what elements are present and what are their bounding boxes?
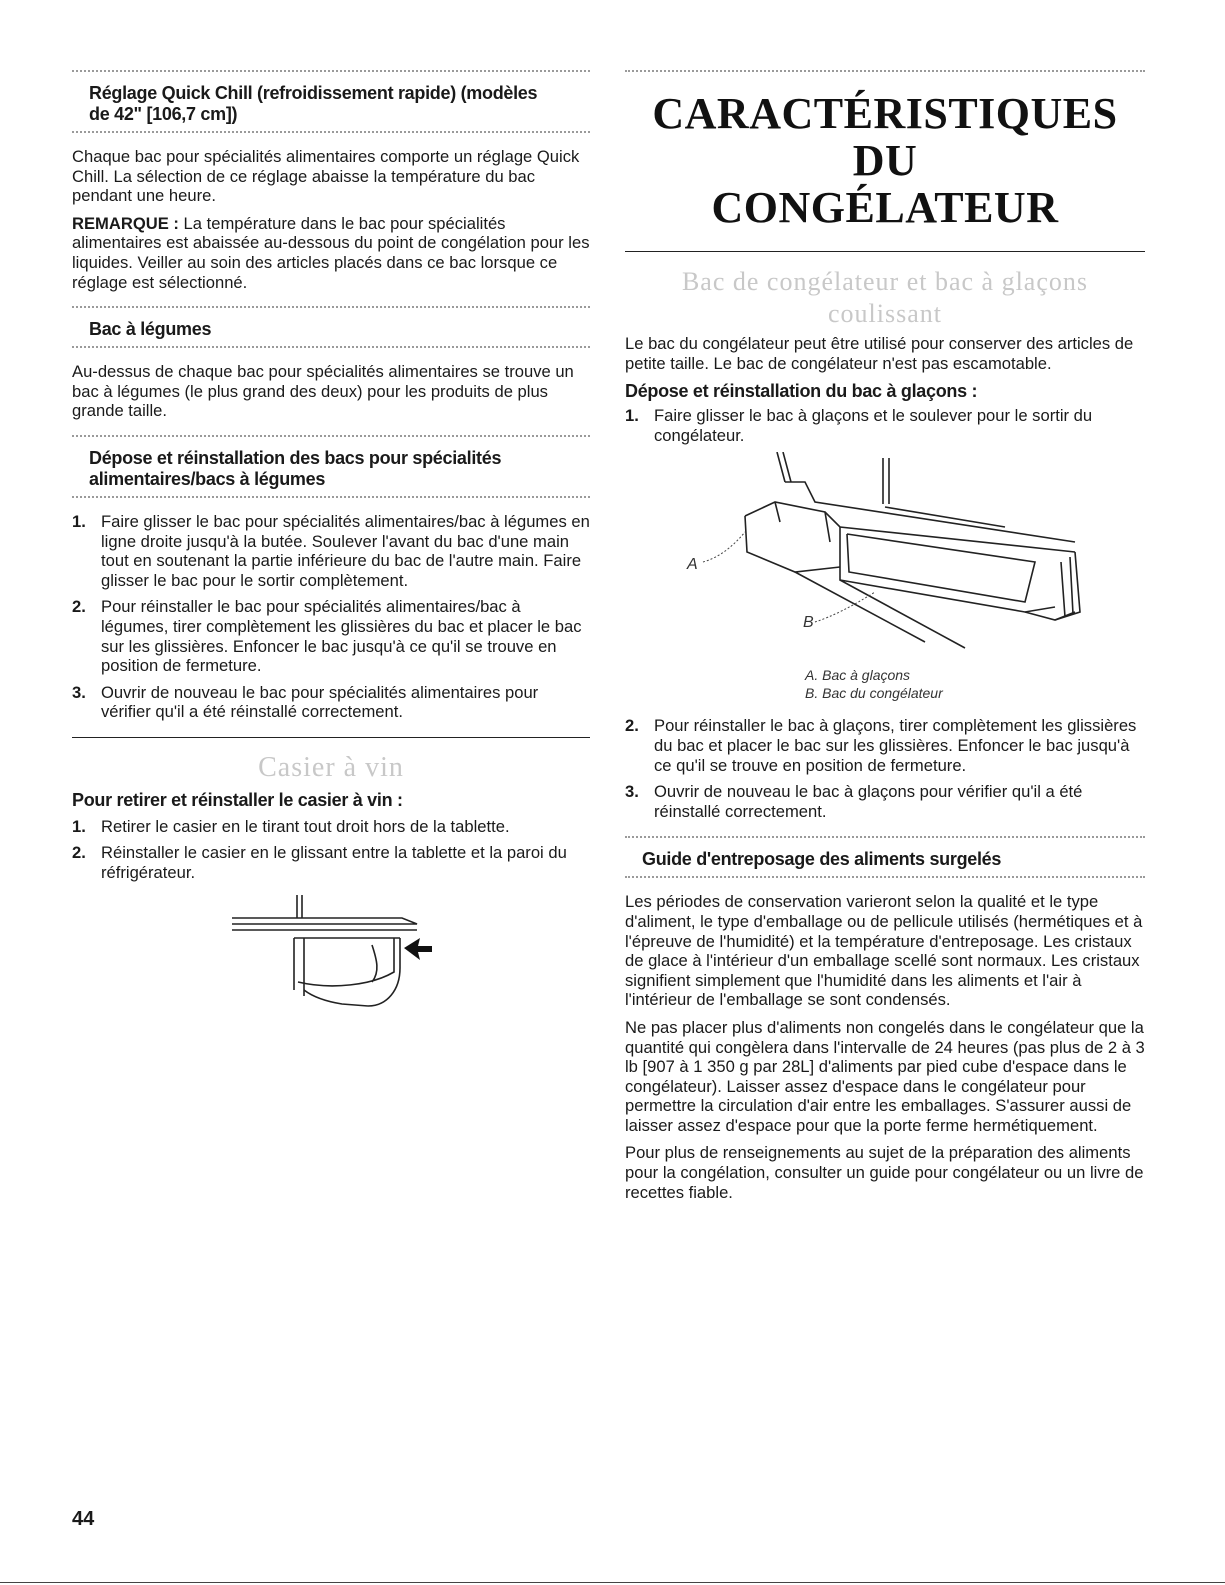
crisper-paragraph: Au-dessus de chaque bac pour spécialités alimentaires se trouve un bac à légumes (le plus grand des deux) pour les produits de plus grande taille. xyxy=(72,362,574,421)
label-a: A xyxy=(687,556,698,574)
wine-rack-illustration xyxy=(72,890,590,1010)
page-title: CARACTÉRISTIQUES DU CONGÉLATEUR xyxy=(652,89,1118,232)
crisper-heading: Bac à légumes xyxy=(89,319,212,340)
removal-steps xyxy=(72,512,590,722)
storage-guide-heading: Guide d'entreposage des aliments surgelés xyxy=(642,849,1002,870)
ice-bin-subheading: Dépose et réinstallation du bac à glaçons : xyxy=(625,381,978,402)
removal-heading: Dépose et réinstallation des bacs pour spécialités alimentaires/bacs à légumes xyxy=(89,447,502,489)
list-item: 1. Faire glisser le bac à glaçons et le soulever pour le sortir du congélateur. xyxy=(625,406,1093,445)
list-item: 3. Ouvrir de nouveau le bac à glaçons pour vérifier qu'il a été réinstallé correctement. xyxy=(625,782,1083,821)
ice-bin-figure xyxy=(625,452,1145,666)
quick-chill-heading: Réglage Quick Chill (refroidissement rapide) (modèles de 42" [106,7 cm]) xyxy=(89,83,538,124)
ice-bin-step-1 xyxy=(625,406,1145,445)
note-text: La température dans le bac pour spécialités alimentaires est abaissée au-dessous du point de congélation pour les liquides. Veiller au soin des articles placés dans ce bac lorsque ce réglage est sélectionné. xyxy=(72,213,590,292)
list-item: 2. Pour réinstaller le bac pour spécialités alimentaires/bac à légumes, tirer complètement les glissières du bac et placer le bac sur les glissières. Enfoncer le bac jusqu'à ce qu'il se trouve en position de fermeture. xyxy=(72,597,582,676)
list-item: 1. Faire glisser le bac pour spécialités alimentaires/bac à légumes en ligne droite jusqu'à la butée. Soulever l'avant du bac d'une main tout en soutenant la partie inférieure du bac de l'autre main. Faire glisser le bac pour le sortir complètement. xyxy=(72,511,590,590)
freezer-bin-title: Bac de congélateur et bac à glaçons coulissant xyxy=(681,267,1089,328)
list-item: 1. Retirer le casier en le tirant tout droit hors de la tablette. xyxy=(72,816,510,836)
right-column xyxy=(625,70,1145,1202)
storage-paragraph: Les périodes de conservation varieront selon la qualité et le type d'aliment, le type d'emballage ou de pellicule utilisés (hermétiques et à l'épreuve de l'humidité) et la température d'entreposage. Les cristaux de glace à l'intérieur d'un emballage scellé sont normaux. Les cristaux signifient simplement que l'humidité dans les aliments et l'air à l'intérieur de l'emballage se sont condensés. xyxy=(625,892,1143,1010)
left-column xyxy=(72,70,590,1010)
page-number: 44 xyxy=(72,1508,95,1530)
list-item: 2. Pour réinstaller le bac à glaçons, tirer complètement les glissières du bac et placer le bac sur les glissières. Enfoncer le bac jusqu'à ce qu'il se trouve en position de fermeture. xyxy=(625,716,1137,775)
wine-rack-title: Casier à vin xyxy=(258,751,404,783)
wine-rack-steps xyxy=(72,817,590,883)
label-b: B xyxy=(803,614,814,632)
figure-caption-a: A. Bac à glaçons xyxy=(805,667,911,684)
figure-caption-b: B. Bac du congélateur xyxy=(805,685,943,702)
storage-paragraph: Ne pas placer plus d'aliments non congelés dans le congélateur que la quantité qui congèlera dans l'intervalle de 24 heures (pas plus de 2 à 3 lb [907 à 1 350 g par 28L] d'aliments par pied cube d'espace dans le congélateur). Laisser assez d'espace dans le congélateur pour permettre la circulation d'air entre les emballages. S'assurer aussi de laisser assez d'espace pour que la porte ferme hermétiquement. xyxy=(625,1017,1145,1135)
freezer-bin-paragraph: Le bac du congélateur peut être utilisé pour conserver des articles de petite taille. Le bac de congélateur n'est pas escamotable. xyxy=(625,334,1134,373)
quick-chill-paragraph: Chaque bac pour spécialités alimentaires comporte un réglage Quick Chill. La sélection de ce réglage abaisse la température du bac pendant une heure. xyxy=(72,147,580,206)
ice-bin-steps xyxy=(625,716,1145,821)
quick-chill-note xyxy=(72,214,590,292)
storage-paragraph: Pour plus de renseignements au sujet de la préparation des aliments pour la congélation, consulter un guide pour congélateur ou un livre de recettes fiable. xyxy=(625,1143,1144,1202)
wine-rack-subheading: Pour retirer et réinstaller le casier à vin : xyxy=(72,789,403,810)
bottom-border xyxy=(0,1582,1225,1583)
list-item: 3. Ouvrir de nouveau le bac pour spécialités alimentaires pour vérifier qu'il a été réinstallé correctement. xyxy=(72,682,539,722)
ice-bin-illustration xyxy=(625,452,1145,666)
note-label: REMARQUE : xyxy=(72,213,179,233)
list-item: 2. Réinstaller le casier en le glissant entre la tablette et la paroi du réfrigérateur. xyxy=(72,843,567,883)
